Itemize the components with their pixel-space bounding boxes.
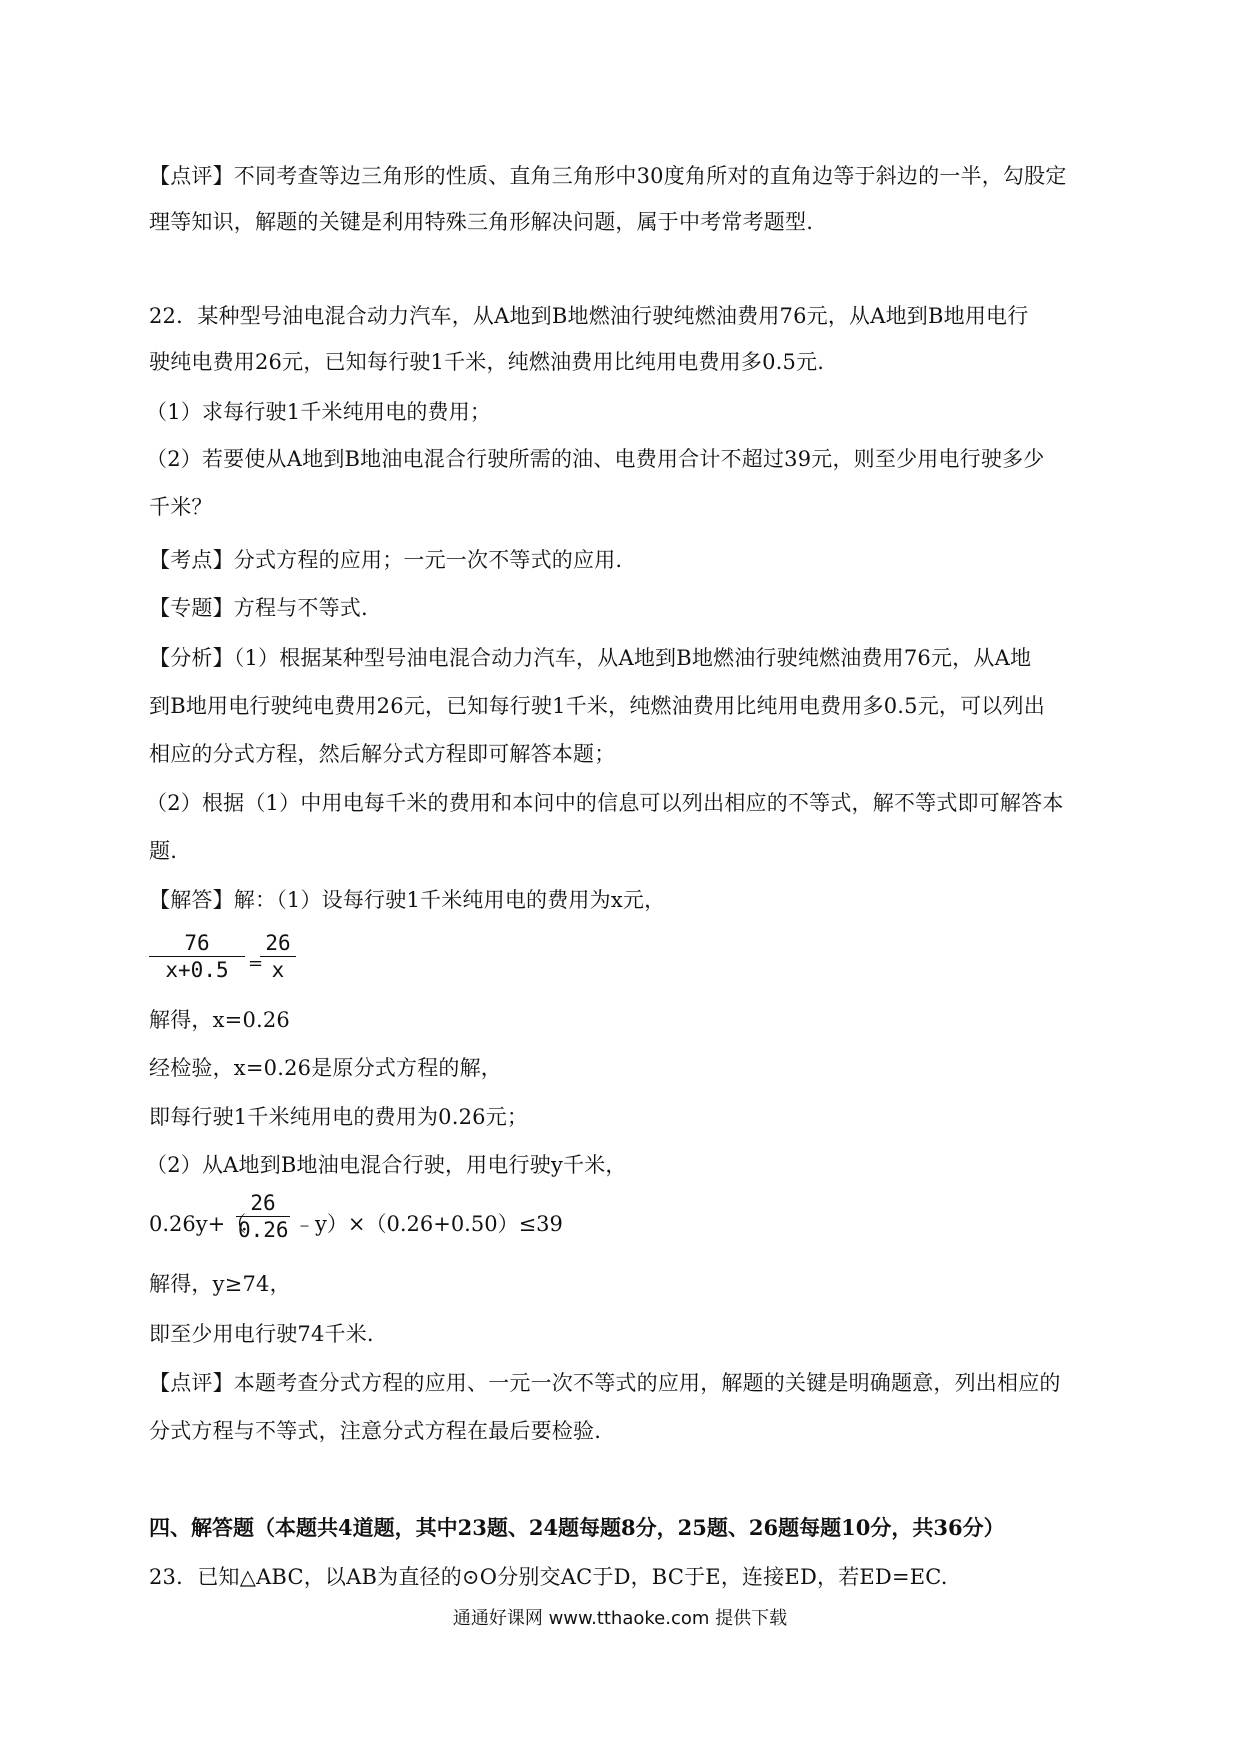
q22-kaodian: 【考点】分式方程的应用；一元一次不等式的应用. [149, 548, 623, 572]
q22-ans1: 即每行驶1千米纯用电的费用为0.26元； [149, 1105, 529, 1129]
eq2-prefix: 0.26y+（ [149, 1212, 247, 1236]
q22-ans2: 即至少用电行驶74千米. [149, 1322, 374, 1346]
q22-fenxi-line5: 题. [149, 839, 178, 863]
q22-part2-line2: 千米？ [149, 495, 213, 519]
eq2-denominator: 0.26 [238, 1218, 289, 1242]
fraction-left-numerator: 76 [149, 930, 245, 957]
fraction-right-numerator: 26 [260, 930, 296, 957]
q22-part2-solution: （2）从A地到B地油电混合行驶，用电行驶y千米， [146, 1153, 627, 1177]
q22-part1: （1）求每行驶1千米纯用电的费用； [146, 400, 492, 424]
q22-check: 经检验，x=0.26是原分式方程的解， [149, 1056, 502, 1080]
q22-zhuanti: 【专题】方程与不等式. [149, 596, 368, 620]
fraction-left [149, 930, 245, 983]
comment-prev-line2: 理等知识，解题的关键是利用特殊三角形解决问题，属于中考常考题型. [149, 210, 814, 234]
eq2-fraction [236, 1190, 290, 1243]
eq2-suffix: ﹣y）×（0.26+0.50）≤39 [294, 1212, 563, 1236]
section-4-heading: 四、解答题（本题共4道题，其中23题、24题每题8分，25题、26题每题10分，共36分） [149, 1515, 1005, 1540]
q22-fenxi-line4: （2）根据（1）中用电每千米的费用和本问中的信息可以列出相应的不等式，解不等式即可解答本 [146, 791, 1064, 815]
q22-fenxi-line1: 【分析】（1）根据某种型号油电混合动力汽车，从A地到B地燃油行驶纯燃油费用76元，从A地 [149, 646, 1032, 670]
comment-prev-line1: 【点评】不同考查等边三角形的性质、直角三角形中30度角所对的直角边等于斜边的一半，勾股定 [149, 164, 1067, 188]
fraction-right [260, 930, 296, 983]
page-footer: 通通好课网 www.tthaoke.com 提供下载 [452, 1608, 788, 1629]
q22-sol2: 解得，y≥74， [149, 1272, 291, 1296]
q22-dianping-line1: 【点评】本题考查分式方程的应用、一元一次不等式的应用，解题的关键是明确题意，列出相应的 [149, 1371, 1061, 1395]
q22-sol1: 解得，x=0.26 [149, 1008, 290, 1032]
q22-part2-line1: （2）若要使从A地到B地油电混合行驶所需的油、电费用合计不超过39元，则至少用电行驶多少 [146, 447, 1045, 471]
q22-fenxi-line2: 到B地用电行驶纯电费用26元，已知每行驶1千米，纯燃油费用比纯用电费用多0.5元，可以列出 [149, 694, 1045, 718]
eq2-numerator: 26 [236, 1190, 290, 1217]
q22-fenxi-line3: 相应的分式方程，然后解分式方程即可解答本题； [149, 742, 616, 766]
q22-dianping-line2: 分式方程与不等式，注意分式方程在最后要检验. [149, 1419, 602, 1443]
q22-jieda-line1: 【解答】解：（1）设每行驶1千米纯用电的费用为x元， [149, 888, 666, 912]
q23-line1: 23．已知△ABC，以AB为直径的⊙O分别交AC于D，BC于E，连接ED，若ED=EC. [149, 1565, 948, 1589]
equals-sign: = [248, 953, 264, 974]
q22-stem-line2: 驶纯电费用26元，已知每行驶1千米，纯燃油费用比纯用电费用多0.5元. [149, 350, 825, 374]
q22-stem-line1: 22．某种型号油电混合动力汽车，从A地到B地燃油行驶纯燃油费用76元，从A地到B地用电行 [149, 304, 1029, 328]
fraction-right-denominator: x [271, 958, 285, 982]
fraction-left-denominator: x+0.5 [165, 958, 229, 982]
